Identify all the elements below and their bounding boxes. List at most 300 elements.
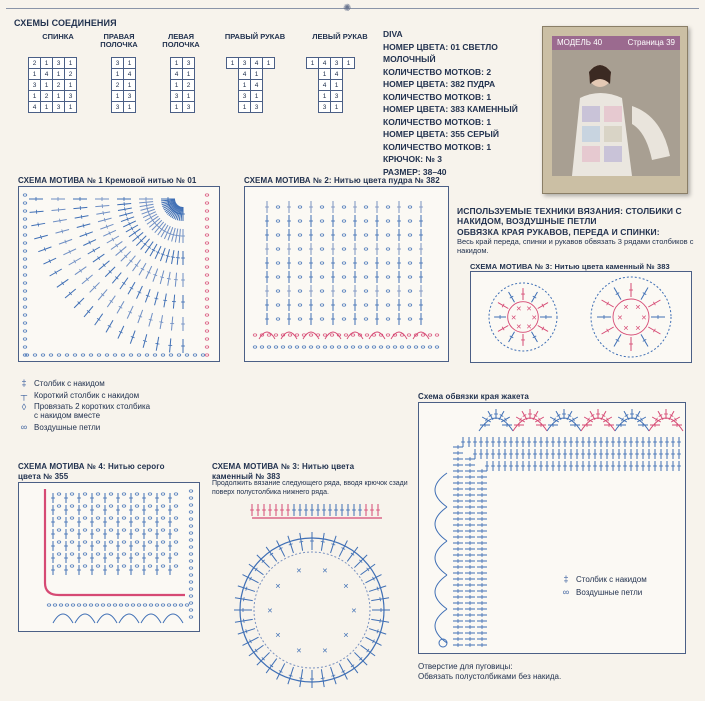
chain-mark	[96, 529, 100, 531]
cross-mark: ✕	[526, 306, 532, 313]
chain-mark	[57, 517, 61, 519]
chain-mark	[337, 346, 341, 348]
chain-mark	[342, 206, 346, 208]
motif-3b-title-line1: СХЕМА МОТИВА № 3: Нитью цвета	[212, 462, 354, 471]
chain-mark	[129, 354, 133, 356]
chain-mark	[205, 338, 209, 340]
yarn-info-line: DIVA	[383, 28, 543, 41]
cross-mark: ✕	[635, 325, 641, 332]
stitch-mark	[321, 542, 325, 543]
chain-mark	[342, 276, 346, 278]
chain-mark	[189, 497, 193, 499]
grid-cell: 4	[319, 80, 331, 91]
cross-mark: ✕	[617, 315, 623, 322]
chain-mark	[47, 604, 51, 606]
yarn-info-line: НОМЕР ЦВЕТА: 382 ПУДРА	[383, 78, 543, 91]
legend-item-hdc: ┬ Короткий столбик с накидом	[18, 390, 218, 400]
grid-cell: 1	[343, 58, 355, 69]
chain-mark	[23, 226, 27, 228]
chain-mark	[174, 505, 178, 507]
chain-mark	[260, 346, 264, 348]
grid-cell: 2	[112, 80, 124, 91]
chain-mark	[161, 517, 165, 519]
motif-2-title: СХЕМА МОТИВА № 2: Нитью цвета пудра № 382	[244, 176, 440, 185]
chain-mark	[189, 595, 193, 597]
arc-mark	[435, 541, 447, 575]
chain-mark	[148, 493, 152, 495]
chain-mark	[70, 553, 74, 555]
arc-mark	[141, 614, 161, 623]
chain-mark	[65, 354, 69, 356]
grid-cell: 2	[41, 91, 53, 102]
photo-model-label: МОДЕЛЬ 40	[557, 38, 602, 48]
stitch-mark	[38, 223, 39, 227]
chain-mark	[189, 525, 193, 527]
grid-cell: 1	[41, 80, 53, 91]
grid-cell: 1	[183, 91, 195, 102]
chain-mark	[177, 354, 181, 356]
chain-mark	[344, 346, 348, 348]
cross-mark: ✕	[267, 608, 273, 615]
chain-mark	[267, 346, 271, 348]
arc-mark	[391, 332, 407, 339]
chain-mark	[179, 604, 183, 606]
chain-mark	[295, 334, 299, 336]
chain-mark	[189, 511, 193, 513]
chain-mark	[364, 304, 368, 306]
chain-mark	[109, 517, 113, 519]
grid-cell: 1	[239, 102, 251, 113]
chain-mark	[148, 565, 152, 567]
cross-mark: ✕	[635, 305, 641, 312]
chain-mark	[135, 517, 139, 519]
photo-figure	[552, 36, 680, 176]
chain-mark	[298, 290, 302, 292]
arc-mark	[75, 614, 95, 623]
chain-mark	[364, 262, 368, 264]
chain-mark	[205, 290, 209, 292]
grid-cell: 1	[29, 69, 41, 80]
grid-right-front	[111, 57, 136, 113]
stitch-mark	[149, 319, 153, 320]
chain-mark	[393, 346, 397, 348]
chain-mark	[189, 518, 193, 520]
chain-mark	[161, 529, 165, 531]
stitch-mark	[60, 219, 61, 223]
chain-mark	[57, 553, 61, 555]
chain-mark	[364, 220, 368, 222]
chain-mark	[276, 248, 280, 250]
arc-mark	[369, 332, 385, 339]
buttonhole-note-line1: Отверстие для пуговицы:	[418, 662, 512, 671]
cross-mark: ✕	[641, 315, 647, 322]
stitch-mark	[171, 257, 175, 258]
yarn-info-line: НОМЕР ЦВЕТА: 355 СЕРЫЙ	[383, 128, 543, 141]
chain-mark	[364, 290, 368, 292]
chain-mark	[161, 354, 165, 356]
grid-cell: 4	[251, 80, 263, 91]
chain-mark	[23, 218, 27, 220]
chain-mark	[33, 354, 37, 356]
chain-mark	[407, 346, 411, 348]
chain-mark	[53, 604, 57, 606]
chain-mark	[23, 266, 27, 268]
chain-mark	[153, 354, 157, 356]
chain-mark	[400, 346, 404, 348]
grid-cell: 1	[227, 58, 239, 69]
cross-mark: ✕	[296, 648, 302, 655]
grid-cell: 1	[251, 69, 263, 80]
chain-mark	[189, 588, 193, 590]
motif-1-chart	[18, 186, 220, 362]
chain-mark	[23, 250, 27, 252]
stitch-mark	[380, 597, 381, 601]
cross-mark: ✕	[516, 306, 522, 313]
chain-mark	[407, 334, 411, 336]
chain-mark	[135, 529, 139, 531]
yarn-info-line: РАЗМЕР: 38–40	[383, 166, 543, 179]
grid-cell: 1	[171, 102, 183, 113]
chain-mark	[109, 541, 113, 543]
chain-mark	[330, 346, 334, 348]
chain-mark	[161, 541, 165, 543]
motif-2-chart	[244, 186, 449, 362]
chain-mark	[149, 604, 153, 606]
cross-mark: ✕	[322, 568, 328, 575]
chain-mark	[122, 565, 126, 567]
grid-cell: 1	[124, 58, 136, 69]
grid-cell: 4	[124, 69, 136, 80]
arc-mark	[303, 332, 319, 339]
chain-mark	[253, 346, 257, 348]
chain-mark	[57, 354, 61, 356]
arc-mark	[281, 332, 297, 339]
grid-cell: 1	[65, 102, 77, 113]
chain-mark	[421, 346, 425, 348]
chain-mark	[408, 206, 412, 208]
stitch-mark	[299, 678, 303, 679]
grid-cell: 3	[112, 102, 124, 113]
chain-mark	[95, 604, 99, 606]
half-double-crochet-icon: ┬	[18, 390, 30, 400]
chain-mark	[83, 517, 87, 519]
yarn-info-line: НОМЕР ЦВЕТА: 01 СВЕТЛО	[383, 41, 543, 54]
chain-mark	[267, 334, 271, 336]
chain-mark	[189, 609, 193, 611]
chain-mark	[320, 318, 324, 320]
chain-mark	[23, 282, 27, 284]
chain-mark	[205, 330, 209, 332]
piece-label-right-sleeve: ПРАВЫЙ РУКАВ	[215, 33, 295, 41]
chain-mark	[323, 346, 327, 348]
chain-mark	[365, 346, 369, 348]
motif-3-chart	[470, 271, 692, 363]
grid-cell: 2	[183, 80, 195, 91]
chain-mark	[70, 517, 74, 519]
chain-mark	[421, 334, 425, 336]
chain-mark	[189, 574, 193, 576]
chain-mark	[344, 334, 348, 336]
stitch-mark	[244, 597, 245, 601]
chain-mark	[145, 354, 149, 356]
stitch-mark	[380, 619, 381, 623]
chain-mark	[189, 504, 193, 506]
chain-mark	[288, 334, 292, 336]
chain-mark	[205, 234, 209, 236]
chain-mark	[41, 354, 45, 356]
chain-mark	[298, 234, 302, 236]
chain-mark	[189, 602, 193, 604]
chain-mark	[189, 553, 193, 555]
chain-mark	[113, 604, 117, 606]
yarn-info-line: КОЛИЧЕСТВО МОТКОВ: 1	[383, 116, 543, 129]
chain-mark	[122, 505, 126, 507]
cross-mark: ✕	[296, 568, 302, 575]
grid-cell: 1	[112, 69, 124, 80]
chain-mark	[77, 604, 81, 606]
chain-mark	[148, 553, 152, 555]
chain-mark	[23, 306, 27, 308]
legend2-item-dc: ‡ Столбик с накидом	[560, 574, 680, 584]
chain-mark	[386, 318, 390, 320]
chain-mark	[342, 318, 346, 320]
chain-mark	[57, 541, 61, 543]
chain-icon: ∞	[560, 587, 572, 597]
grid-cell: 3	[319, 102, 331, 113]
cross-mark: ✕	[343, 583, 349, 590]
chain-mark	[342, 220, 346, 222]
chain-mark	[330, 334, 334, 336]
legend2-item-chain: ∞ Воздушные петли	[560, 587, 680, 597]
stitch-mark	[81, 215, 82, 219]
chain-mark	[320, 276, 324, 278]
stitch-mark	[62, 229, 63, 233]
chain-mark	[89, 604, 93, 606]
grid-cell: 3	[53, 58, 65, 69]
grid-cell: 3	[112, 58, 124, 69]
chain-mark	[174, 529, 178, 531]
piece-label-right-front: ПРАВАЯ ПОЛОЧКА	[96, 33, 142, 49]
chain-mark	[109, 565, 113, 567]
arc-mark	[435, 609, 447, 643]
grid-cell: 3	[331, 91, 343, 102]
edge-title: Схема обвязки края жакета	[418, 392, 529, 401]
buttonhole-note-line2: Обвязать полустолбиками без накида.	[418, 672, 561, 681]
chain-mark	[364, 248, 368, 250]
chain-mark	[351, 334, 355, 336]
motif-4-title-line1: СХЕМА МОТИВА № 4: Нитью серого	[18, 462, 165, 471]
ornament-icon: ✺	[343, 3, 351, 14]
chain-mark	[23, 346, 27, 348]
chain-mark	[174, 541, 178, 543]
chain-mark	[122, 493, 126, 495]
photo-page-label: Страница 39	[628, 38, 675, 48]
chain-mark	[320, 248, 324, 250]
chain-mark	[276, 304, 280, 306]
chain-mark	[435, 346, 439, 348]
chain-mark	[155, 604, 159, 606]
chain-mark	[174, 565, 178, 567]
chain-mark	[185, 604, 189, 606]
chain-mark	[386, 248, 390, 250]
cross-mark: ✕	[351, 608, 357, 615]
chain-mark	[320, 262, 324, 264]
chain-mark	[96, 565, 100, 567]
grid-cell: 2	[65, 69, 77, 80]
grid-cell: 1	[331, 80, 343, 91]
chain-mark	[23, 202, 27, 204]
chain-mark	[23, 194, 27, 196]
chain-mark	[205, 314, 209, 316]
chain-mark	[148, 517, 152, 519]
arc-mark	[435, 507, 447, 541]
chain-mark	[316, 346, 320, 348]
arc-mark	[435, 473, 447, 507]
chain-mark	[379, 346, 383, 348]
chain-mark	[408, 290, 412, 292]
chain-mark	[109, 553, 113, 555]
chain-mark	[365, 334, 369, 336]
grid-left-front	[170, 57, 195, 113]
stitch-mark	[154, 298, 158, 299]
chain-mark	[23, 274, 27, 276]
chain-mark	[23, 338, 27, 340]
chain-mark	[174, 553, 178, 555]
chain-mark	[83, 553, 87, 555]
grid-cell: 3	[29, 80, 41, 91]
chain-mark	[109, 493, 113, 495]
chain-mark	[276, 234, 280, 236]
grid-back	[28, 57, 77, 113]
chain-mark	[109, 505, 113, 507]
chain-mark	[122, 541, 126, 543]
chain-mark	[148, 529, 152, 531]
chain-mark	[189, 560, 193, 562]
cross-mark: ✕	[623, 325, 629, 332]
chain-mark	[276, 206, 280, 208]
chain-mark	[386, 346, 390, 348]
chain-mark	[201, 354, 205, 356]
chain-mark	[23, 234, 27, 236]
grid-cell: 2	[53, 80, 65, 91]
grid-cell: 4	[251, 58, 263, 69]
cross-mark: ✕	[526, 324, 532, 331]
grid-cell: 1	[41, 58, 53, 69]
chain-mark	[49, 354, 53, 356]
grid-cell: 1	[239, 80, 251, 91]
chain-mark	[189, 490, 193, 492]
stitch-mark	[167, 278, 171, 279]
motif-4-title-line2: цвета № 355	[18, 472, 68, 481]
chain-mark	[23, 210, 27, 212]
chain-mark	[169, 354, 173, 356]
grid-cell: 3	[183, 102, 195, 113]
chain-mark	[173, 604, 177, 606]
chain-mark	[189, 567, 193, 569]
chain-mark	[109, 529, 113, 531]
motif-1-title: СХЕМА МОТИВА № 1 Кремовой нитью № 01	[18, 176, 196, 185]
techniques-text: Весь край переда, спинки и рукавов обвязать 3 рядами столбиков с накидом.	[457, 237, 695, 255]
yarn-info-line: МОЛОЧНЫЙ	[383, 53, 543, 66]
grid-cell: 4	[41, 69, 53, 80]
top-rule	[6, 8, 699, 9]
chain-mark	[189, 546, 193, 548]
grid-cell: 1	[53, 91, 65, 102]
chain-mark	[386, 304, 390, 306]
yarn-info-line: КОЛИЧЕСТВО МОТКОВ: 2	[383, 66, 543, 79]
chain-mark	[408, 304, 412, 306]
stitch-mark	[160, 277, 164, 278]
grid-cell: 1	[183, 69, 195, 80]
chain-mark	[364, 234, 368, 236]
chain-mark	[193, 354, 197, 356]
chain-mark	[122, 529, 126, 531]
chain-mark	[320, 234, 324, 236]
grid-cell: 4	[331, 69, 343, 80]
chain-mark	[83, 604, 87, 606]
legend-item-dc: ‡ Столбик с накидом	[18, 378, 218, 388]
chain-mark	[408, 318, 412, 320]
stitch-mark	[83, 224, 84, 228]
cross-mark: ✕	[275, 583, 281, 590]
chain-mark	[23, 330, 27, 332]
chain-mark	[205, 346, 209, 348]
chain-mark	[161, 553, 165, 555]
grid-cell: 1	[29, 91, 41, 102]
grid-cell: 1	[65, 80, 77, 91]
chain-mark	[320, 304, 324, 306]
chain-mark	[70, 565, 74, 567]
grid-cell: 3	[171, 91, 183, 102]
chain-mark	[83, 505, 87, 507]
chain-mark	[281, 346, 285, 348]
grid-cell: 2	[29, 58, 41, 69]
chain-mark	[107, 604, 111, 606]
chain-mark	[298, 220, 302, 222]
chain-mark	[205, 210, 209, 212]
chain-mark	[105, 354, 109, 356]
chain-mark	[274, 346, 278, 348]
stitch-mark	[166, 255, 170, 256]
chain-mark	[189, 539, 193, 541]
grid-cell: 1	[53, 69, 65, 80]
chain-mark	[342, 290, 346, 292]
grid-cell: 3	[331, 58, 343, 69]
chain-mark	[135, 565, 139, 567]
yarn-info-line: КОЛИЧЕСТВО МОТКОВ: 1	[383, 141, 543, 154]
chain-mark	[113, 354, 117, 356]
chain-mark	[96, 517, 100, 519]
grid-cell: 3	[183, 58, 195, 69]
chain-mark	[205, 202, 209, 204]
cross-mark: ✕	[322, 648, 328, 655]
chain-mark	[298, 318, 302, 320]
grid-cell: 3	[124, 91, 136, 102]
grid-cell: 3	[251, 102, 263, 113]
edge-chart	[418, 402, 686, 654]
chain-mark	[83, 493, 87, 495]
grid-cell: 1	[319, 91, 331, 102]
grid-cell: 4	[319, 58, 331, 69]
chain-mark	[137, 604, 141, 606]
chain-mark	[96, 553, 100, 555]
grid-right-sleeve	[226, 57, 275, 113]
chain-mark	[125, 604, 129, 606]
yarn-info-line: НОМЕР ЦВЕТА: 383 КАМЕННЫЙ	[383, 103, 543, 116]
grid-cell: 3	[53, 102, 65, 113]
stitch-mark	[103, 211, 104, 215]
piece-label-left-front: ЛЕВАЯ ПОЛОЧКА	[158, 33, 204, 49]
